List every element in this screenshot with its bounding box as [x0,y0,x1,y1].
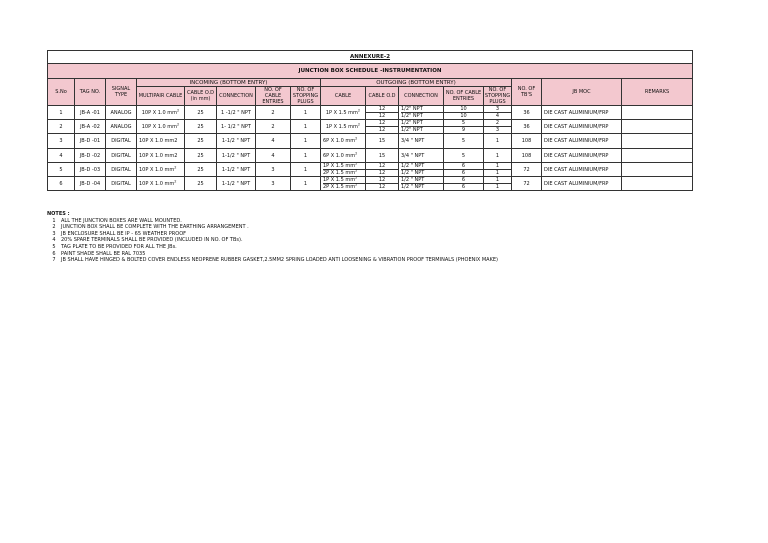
cell-entries: 2 [256,120,291,134]
cell-tbs: 108 [512,149,542,163]
cell-plugs: 1 [291,163,321,177]
col-cable-entries-out: NO. OF CABLE ENTRIES [444,87,484,106]
cell-od: 25 [185,134,217,149]
cell-tbs: 72 [512,177,542,191]
cell-out-plugs: 3 4 [484,106,512,120]
col-cable-entries-in: NO. OF CABLE ENTRIES [256,87,291,106]
cell-remarks [622,120,693,134]
cell-moc: DIE CAST ALUMINIUM/FRP [542,106,622,120]
note-item: 1 ALL THE JUNCTION BOXES ARE WALL MOUNTED. [52,217,182,224]
cell-entries: 2 [256,106,291,120]
cell-moc: DIE CAST ALUMINIUM/FRP [542,163,622,177]
cell-od: 25 [185,120,217,134]
cell-out-entries: 10 10 [444,106,484,120]
schedule-title: JUNCTION BOX SCHEDULE -INSTRUMENTATION [48,64,693,79]
cell-out-cable: 1P X 1.5 $mm^2$ 2P X 1.5 $mm^2$ [321,177,366,191]
cell-out-plugs: 2 3 [484,120,512,134]
table-row [48,149,693,163]
col-connection-out: CONNECTION [399,87,444,106]
cell-moc: DIE CAST ALUMINIUM/FRP [542,177,622,191]
cell-out-conn: 1/2 " NPT 1/2 " NPT [399,163,444,177]
note-item: 2 JUNCTION BOX SHALL BE COMPLETE WITH THE EARTHING ARRANGEMENT . [52,224,249,231]
col-stopping-in: NO. OF STOPPING PLUGS [291,87,321,106]
cell-conn: 1-1/2 " NPT [217,149,256,163]
cell-out-conn: 3/4 " NPT [399,134,444,149]
cell-conn: 1- 1/2 " NPT [217,120,256,134]
cell-signal: ANALOG [106,106,137,120]
cell-cable: 10P X 1.0 $mm^2$ [137,106,185,120]
cell-conn: 1-1/2 " NPT [217,134,256,149]
col-moc: JB MOC [542,79,622,106]
cell-out-entries: 6 6 [444,177,484,191]
col-multipair: MULTIPAIR CABLE [137,87,185,106]
cell-tag: JB-D -04 [75,177,106,191]
cell-out-od: 12 12 [366,106,399,120]
cell-out-plugs: 1 [484,149,512,163]
cell-out-entries: 5 [444,134,484,149]
col-signal: SIGNAL TYPE [106,79,137,106]
cell-cable: 10P X 1.0 mm2 [137,149,185,163]
cell-tag: JB-A -01 [75,106,106,120]
col-stopping-out: NO. OF STOPPING PLUGS [484,87,511,105]
cell-out-od: 12 12 [366,120,399,134]
cell-tag: JB-D -03 [75,163,106,177]
cell-out-cable: 1P X 1.5 $mm^2$ [321,120,366,134]
cell-cable: 10P X 1.0 $mm^2$ [137,163,185,177]
cell-out-entries: 6 6 [444,163,484,177]
cell-out-conn: 1/2 " NPT 1/2 " NPT [399,177,444,191]
cell-plugs: 1 [291,106,321,120]
cell-out-conn: 3/4 " NPT [399,149,444,163]
cell-sno: 4 [48,149,75,163]
cell-conn: 1-1/2 " NPT [217,163,256,177]
cell-signal: DIGITAL [106,149,137,163]
note-item: 5 TAG PLATE TO BE PROVIDED FOR ALL THE JBs. [52,243,177,250]
cell-out-od: 12 12 [366,177,399,191]
cell-sno: 1 [48,106,75,120]
col-remarks: REMARKS [622,79,693,106]
col-cable-od-in: CABLE O.D (in mm) [185,87,217,106]
cell-signal: DIGITAL [106,177,137,191]
note-item: 7 JB SHALL HAVE HINGED & BOLTED COVER ENDLESS NEOPRENE RUBBER GASKET,2.5MM2 SPRING LOADED ANTI LOOSENING & VIBRATION PROOF TERMINALS (PHOENIX MAKE) [52,257,498,264]
junction-box-schedule-sheet [47,50,692,191]
table-row [48,163,693,177]
cell-out-cable: 6P X 1.0 $mm^2$ [321,149,366,163]
cell-out-od: 15 [366,149,399,163]
cell-od: 25 [185,177,217,191]
notes-section [47,211,498,264]
cell-tag: JB-D -02 [75,149,106,163]
annexure-label: ANNEXURE-2 [48,51,693,64]
table-row [48,120,693,134]
col-connection-in: CONNECTION [217,87,256,106]
cell-remarks [622,149,693,163]
cell-moc: DIE CAST ALUMINIUM/FRP [542,134,622,149]
cell-out-od: 15 [366,134,399,149]
cell-sno: 5 [48,163,75,177]
cell-tag: JB-D -01 [75,134,106,149]
cell-od: 25 [185,149,217,163]
notes-title: NOTES : [47,211,70,217]
col-cable-out: CABLE [321,87,366,106]
cell-out-entries: 5 [444,149,484,163]
cell-out-plugs: 1 1 [484,177,512,191]
col-tag: TAG NO. [75,79,106,106]
cell-out-cable: 1P X 1.5 $mm^2$ [321,106,366,120]
cell-tbs: 36 [512,106,542,120]
schedule-table [47,50,693,191]
cell-plugs: 1 [291,134,321,149]
cell-conn: 1 -1/2 " NPT [217,106,256,120]
cell-signal: ANALOG [106,120,137,134]
note-item: 6 PAINT SHADE SHALL BE RAL 7035 [52,250,146,257]
cell-sno: 6 [48,177,75,191]
cell-remarks [622,134,693,149]
cell-cable: 10P X 1.0 mm2 [137,134,185,149]
cell-out-entries: 5 9 [444,120,484,134]
col-cable-od-out: CABLE O.D [366,87,399,106]
cell-out-conn: 1/2" NPT 1/2" NPT [399,106,444,120]
cell-tbs: 36 [512,120,542,134]
cell-remarks [622,177,693,191]
group-incoming: INCOMING (BOTTOM ENTRY) [137,79,321,87]
cell-tbs: 108 [512,134,542,149]
cell-out-conn: 1/2" NPT 1/2" NPT [399,120,444,134]
cell-entries: 3 [256,177,291,191]
cell-sno: 2 [48,120,75,134]
cell-od: 25 [185,106,217,120]
note-item: 4 20% SPARE TERMINALS SHALL BE PROVIDED (INCLUDED IN NO. OF TBs). [52,237,243,244]
cell-entries: 4 [256,134,291,149]
cell-remarks [622,106,693,120]
cell-tag: JB-A -02 [75,120,106,134]
col-sno: S.No [48,79,75,106]
cell-out-cable: 1P X 1.5 $mm^2$ 2P X 1.5 $mm^2$ [321,163,366,177]
cell-tbs: 72 [512,163,542,177]
cell-signal: DIGITAL [106,134,137,149]
cell-od: 25 [185,163,217,177]
table-row [48,134,693,149]
cell-plugs: 1 [291,120,321,134]
table-row [48,177,693,191]
cell-cable: 10P X 1.0 $mm^2$ [137,120,185,134]
cell-plugs: 1 [291,149,321,163]
cell-out-od: 12 12 [366,163,399,177]
table-row [48,106,693,120]
note-item: 3 JB ENCLOSURE SHALL BE IP - 65 WEATHER PROOF [52,230,187,237]
group-outgoing: OUTGOING (BOTTOM ENTRY) [321,79,512,87]
cell-entries: 4 [256,149,291,163]
cell-moc: DIE CAST ALUMINIUM/FRP [542,149,622,163]
cell-moc: DIE CAST ALUMINIUM/FRP [542,120,622,134]
cell-out-cable: 6P X 1.0 $mm^2$ [321,134,366,149]
cell-sno: 3 [48,134,75,149]
cell-out-plugs: 1 [484,134,512,149]
cell-plugs: 1 [291,177,321,191]
cell-signal: DIGITAL [106,163,137,177]
cell-conn: 1-1/2 " NPT [217,177,256,191]
cell-out-plugs: 1 1 [484,163,512,177]
cell-entries: 3 [256,163,291,177]
cell-cable: 10P X 1.0 $mm^2$ [137,177,185,191]
cell-remarks [622,163,693,177]
col-tbs: NO. OF TB'S [512,79,542,106]
